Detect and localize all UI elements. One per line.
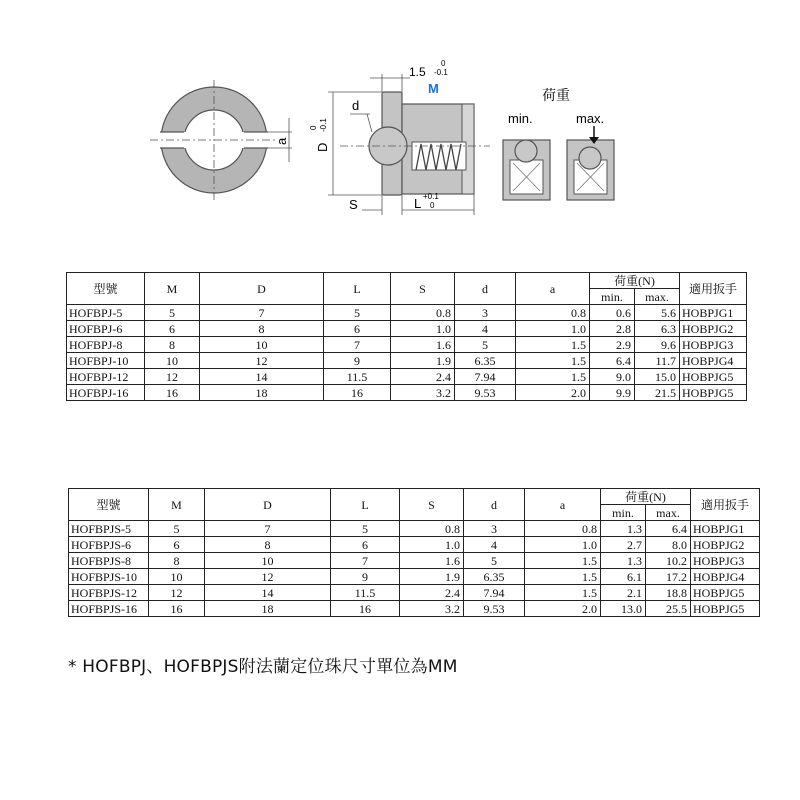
cell-load-max: 11.7 (635, 353, 680, 369)
table-row (69, 601, 760, 617)
cell-L: 6 (324, 321, 391, 337)
table-row (67, 305, 747, 321)
cell-S: 1.0 (391, 321, 455, 337)
table-row (67, 385, 747, 401)
cell-D: 8 (205, 537, 331, 553)
cell-model: HOFBPJS-10 (69, 569, 149, 585)
cell-M: 16 (149, 601, 205, 617)
label-L: L (414, 196, 422, 211)
header-load-min: min. (601, 505, 646, 521)
cell-a: 1.5 (516, 353, 590, 369)
cell-D: 18 (205, 601, 331, 617)
cell-L: 11.5 (324, 369, 391, 385)
cell-M: 6 (149, 537, 205, 553)
cell-load-min: 2.1 (601, 585, 646, 601)
spec-table-hofbpjs (68, 488, 760, 617)
table-row (67, 321, 747, 337)
cell-model: HOFBPJ-5 (67, 305, 145, 321)
cell-a: 0.8 (525, 521, 601, 537)
cell-D: 12 (205, 569, 331, 585)
spec-table-hofbpj (66, 272, 747, 401)
header-load: 荷重(N) (590, 273, 680, 289)
cell-L: 6 (331, 537, 400, 553)
header-L: L (331, 489, 400, 521)
header-L: L (324, 273, 391, 305)
cell-S: 2.4 (391, 369, 455, 385)
cell-wrench: HOBPJG2 (691, 537, 760, 553)
label-d: d (352, 98, 360, 113)
header-wrench: 適用扳手 (691, 489, 760, 521)
cell-M: 8 (145, 337, 200, 353)
cell-d: 5 (464, 553, 525, 569)
label-a: a (274, 137, 289, 145)
label-L-tol-lower: 0 (430, 201, 435, 210)
cell-load-max: 18.8 (646, 585, 691, 601)
cell-wrench: HOBPJG5 (680, 385, 747, 401)
table-row (67, 353, 747, 369)
cell-L: 5 (331, 521, 400, 537)
cell-model: HOFBPJS-12 (69, 585, 149, 601)
cell-model: HOFBPJS-8 (69, 553, 149, 569)
header-wrench: 適用扳手 (680, 273, 747, 305)
cell-a: 1.5 (516, 369, 590, 385)
cell-D: 14 (205, 585, 331, 601)
cell-load-min: 6.4 (590, 353, 635, 369)
cell-a: 2.0 (516, 385, 590, 401)
label-top-dim: 1.5 (409, 65, 426, 79)
footnote: * HOFBPJ、HOFBPJS附法蘭定位珠尺寸單位為MM (68, 657, 458, 677)
table-row (67, 369, 747, 385)
header-load: 荷重(N) (601, 489, 691, 505)
cell-model: HOFBPJ-12 (67, 369, 145, 385)
cell-S: 1.0 (400, 537, 464, 553)
load-max-label: max. (576, 111, 605, 126)
cell-load-min: 1.3 (601, 553, 646, 569)
cell-load-min: 6.1 (601, 569, 646, 585)
cell-d: 3 (455, 305, 516, 321)
cell-S: 3.2 (400, 601, 464, 617)
cell-M: 8 (149, 553, 205, 569)
cell-d: 7.94 (455, 369, 516, 385)
header-d: d (455, 273, 516, 305)
header-M: M (145, 273, 200, 305)
header-S: S (400, 489, 464, 521)
table1-body (67, 305, 747, 401)
label-D-tol-upper: 0 (309, 125, 318, 130)
table-row (69, 569, 760, 585)
cell-D: 14 (200, 369, 324, 385)
cell-M: 16 (145, 385, 200, 401)
header-D: D (200, 273, 324, 305)
cell-a: 1.0 (525, 537, 601, 553)
cell-a: 1.5 (525, 553, 601, 569)
cell-d: 6.35 (464, 569, 525, 585)
header-model: 型號 (69, 489, 149, 521)
cell-wrench: HOBPJG2 (680, 321, 747, 337)
cell-wrench: HOBPJG3 (680, 337, 747, 353)
cell-S: 0.8 (391, 305, 455, 321)
cell-D: 8 (200, 321, 324, 337)
cell-d: 3 (464, 521, 525, 537)
cell-model: HOFBPJ-10 (67, 353, 145, 369)
cell-S: 1.6 (400, 553, 464, 569)
cell-wrench: HOBPJG5 (680, 369, 747, 385)
cell-d: 4 (455, 321, 516, 337)
header-load-max: max. (635, 289, 680, 305)
cell-M: 10 (149, 569, 205, 585)
cell-load-min: 1.3 (601, 521, 646, 537)
load-min-illustration (503, 140, 550, 200)
cell-a: 1.5 (525, 569, 601, 585)
side-view-plunger (328, 74, 490, 215)
cell-load-min: 13.0 (601, 601, 646, 617)
cell-S: 1.6 (391, 337, 455, 353)
header-model: 型號 (67, 273, 145, 305)
header-load-min: min. (590, 289, 635, 305)
cell-load-min: 0.6 (590, 305, 635, 321)
technical-drawing (0, 0, 800, 240)
header-D: D (205, 489, 331, 521)
cell-L: 7 (324, 337, 391, 353)
cell-load-max: 25.5 (646, 601, 691, 617)
cell-wrench: HOBPJG4 (691, 569, 760, 585)
table-row (69, 585, 760, 601)
cell-D: 12 (200, 353, 324, 369)
cell-load-min: 2.7 (601, 537, 646, 553)
table-row (69, 553, 760, 569)
cell-M: 5 (149, 521, 205, 537)
cell-S: 3.2 (391, 385, 455, 401)
cell-L: 11.5 (331, 585, 400, 601)
cell-model: HOFBPJS-6 (69, 537, 149, 553)
cell-D: 18 (200, 385, 324, 401)
cell-d: 4 (464, 537, 525, 553)
cell-load-max: 10.2 (646, 553, 691, 569)
cell-model: HOFBPJS-5 (69, 521, 149, 537)
cell-wrench: HOBPJG3 (691, 553, 760, 569)
cell-D: 10 (200, 337, 324, 353)
label-D: D (315, 142, 330, 152)
cell-model: HOFBPJ-8 (67, 337, 145, 353)
table2-body (69, 521, 760, 617)
cell-wrench: HOBPJG1 (680, 305, 747, 321)
cell-wrench: HOBPJG5 (691, 585, 760, 601)
cell-wrench: HOBPJG1 (691, 521, 760, 537)
cell-load-max: 6.3 (635, 321, 680, 337)
cell-M: 12 (149, 585, 205, 601)
cell-S: 0.8 (400, 521, 464, 537)
cell-a: 1.5 (516, 337, 590, 353)
cell-D: 10 (205, 553, 331, 569)
load-title: 荷重 (542, 87, 570, 103)
cell-a: 1.0 (516, 321, 590, 337)
cell-L: 16 (324, 385, 391, 401)
front-view-ring (150, 80, 292, 200)
cell-d: 7.94 (464, 585, 525, 601)
cell-load-min: 9.9 (590, 385, 635, 401)
cell-L: 9 (324, 353, 391, 369)
cell-L: 16 (331, 601, 400, 617)
cell-a: 2.0 (525, 601, 601, 617)
cell-load-max: 6.4 (646, 521, 691, 537)
cell-load-max: 21.5 (635, 385, 680, 401)
load-max-illustration (567, 126, 614, 200)
cell-M: 10 (145, 353, 200, 369)
cell-wrench: HOBPJG4 (680, 353, 747, 369)
cell-load-min: 2.9 (590, 337, 635, 353)
cell-L: 5 (324, 305, 391, 321)
cell-L: 9 (331, 569, 400, 585)
cell-d: 9.53 (455, 385, 516, 401)
label-D-tol-lower: -0.1 (319, 118, 328, 132)
header-S: S (391, 273, 455, 305)
cell-load-max: 9.6 (635, 337, 680, 353)
header-a: a (516, 273, 590, 305)
header-load-max: max. (646, 505, 691, 521)
load-min-label: min. (508, 111, 533, 126)
header-M: M (149, 489, 205, 521)
label-S: S (349, 197, 358, 212)
cell-M: 5 (145, 305, 200, 321)
table-row (69, 521, 760, 537)
cell-load-min: 9.0 (590, 369, 635, 385)
header-a: a (525, 489, 601, 521)
header-d: d (464, 489, 525, 521)
cell-L: 7 (331, 553, 400, 569)
cell-load-max: 15.0 (635, 369, 680, 385)
cell-d: 9.53 (464, 601, 525, 617)
cell-a: 1.5 (525, 585, 601, 601)
cell-load-max: 5.6 (635, 305, 680, 321)
cell-D: 7 (200, 305, 324, 321)
cell-S: 1.9 (391, 353, 455, 369)
label-top-dim-tol-lower: -0.1 (434, 68, 448, 77)
cell-S: 1.9 (400, 569, 464, 585)
cell-d: 5 (455, 337, 516, 353)
table-row (69, 537, 760, 553)
label-M: M (428, 81, 439, 96)
label-top-dim-tol-upper: 0 (441, 59, 446, 68)
cell-wrench: HOBPJG5 (691, 601, 760, 617)
cell-model: HOFBPJ-16 (67, 385, 145, 401)
cell-model: HOFBPJS-16 (69, 601, 149, 617)
cell-d: 6.35 (455, 353, 516, 369)
cell-M: 12 (145, 369, 200, 385)
label-L-tol-upper: +0.1 (423, 192, 439, 201)
cell-S: 2.4 (400, 585, 464, 601)
cell-M: 6 (145, 321, 200, 337)
cell-D: 7 (205, 521, 331, 537)
cell-load-max: 8.0 (646, 537, 691, 553)
cell-model: HOFBPJ-6 (67, 321, 145, 337)
cell-load-min: 2.8 (590, 321, 635, 337)
cell-a: 0.8 (516, 305, 590, 321)
cell-load-max: 17.2 (646, 569, 691, 585)
table-row (67, 337, 747, 353)
